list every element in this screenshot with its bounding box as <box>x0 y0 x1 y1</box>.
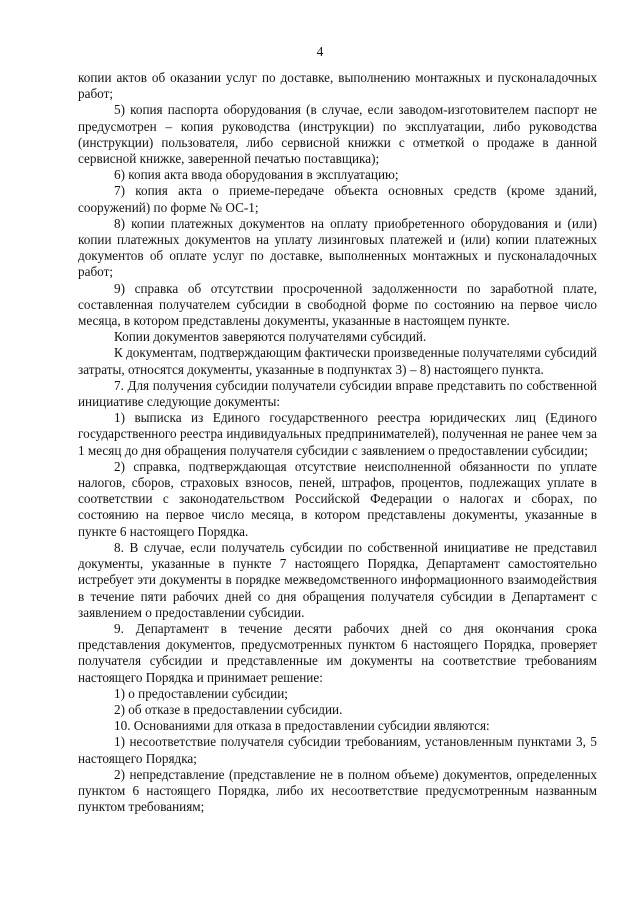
page-number: 4 <box>316 44 324 59</box>
paragraph-item-8: 8) копии платежных документов на оплату приобретенного оборудования и (или) копии платежных документов на уплату лизинговых платежей и (или) копии платежных документов об оплате услуг по доставке, выполненных монтажных и пусконаладочных работ; <box>78 215 597 280</box>
paragraph-cost-documents: К документам, подтверждающим фактически произведенные получателями субсидий затраты, относятся документы, указанные в подпунктах 3) – 8) настоящего пункта. <box>78 345 597 377</box>
paragraph-item-7: 7) копия акта о приеме-передаче объекта основных средств (кроме зданий, сооружений) по форме № ОС-1; <box>78 183 597 215</box>
paragraph-item-6: 6) копия акта ввода оборудования в эксплуатацию; <box>114 167 399 183</box>
document-body <box>78 70 597 815</box>
paragraph-section-10-item-2: 2) непредставление (представление не в полном объеме) документов, определенных пунктом 6 настоящего Порядка, либо их несоответствие предусмотренным названным пунктом требованиям; <box>78 766 597 815</box>
paragraph-section-9: 9. Департамент в течение десяти рабочих дней со дня окончания срока представления документов, предусмотренных пунктом 6 настоящего Порядка, проверяет получателя субсидии и представленные им документы на соответствие требованиям настоящего Порядка и принимает решение: <box>78 620 597 685</box>
paragraph-section-10: 10. Основаниями для отказа в предоставлении субсидии являются: <box>114 718 490 734</box>
paragraph-section-7-item-2: 2) справка, подтверждающая отсутствие неисполненной обязанности по уплате налогов, сборов, страховых взносов, пеней, штрафов, процентов, подлежащих уплате в соответствии с законодательством Российской Федерации о налогах и сборах, по состоянию на первое число месяца, в котором представлены документы, указанные в пункте 6 настоящего Порядка. <box>78 458 597 539</box>
paragraph-continuation: копии актов об оказании услуг по доставке, выполнению монтажных и пусконаладочных работ; <box>78 70 597 102</box>
paragraph-section-9-item-1: 1) о предоставлении субсидии; <box>114 685 288 701</box>
paragraph-item-5: 5) копия паспорта оборудования (в случае, если заводом-изготовителем паспорт не предусмотрен – копия руководства (инструкции) по эксплуатации, либо руководства (инструкции) пользователя, либо сервисной книжки с отметкой о продаже в данной сервисной книжке, заверенной печатью поставщика); <box>78 102 597 167</box>
paragraph-section-10-item-1: 1) несоответствие получателя субсидии требованиям, установленным пунктами 3, 5 настоящего Порядка; <box>78 734 597 766</box>
paragraph-section-8: 8. В случае, если получатель субсидии по собственной инициативе не представил документы, указанные в пункте 7 настоящего Порядка, Департамент самостоятельно истребует эти документы в порядке межведомственного информационного взаимодействия в течение пяти рабочих дней со дня обращения получателя субсидии в Департамент с заявлением о предоставлении субсидии. <box>78 539 597 620</box>
paragraph-item-9: 9) справка об отсутствии просроченной задолженности по заработной плате, составленная получателем субсидии в свободной форме по состоянию на первое число месяца, в котором представлены документы, указанные в настоящем пункте. <box>78 280 597 329</box>
paragraph-section-9-item-2: 2) об отказе в предоставлении субсидии. <box>114 701 343 717</box>
paragraph-section-7-item-1: 1) выписка из Единого государственного реестра юридических лиц (Единого государственного реестра индивидуальных предпринимателей), полученная не ранее чем за 1 месяц до дня обращения получателя субсидии с заявлением о предоставлении субсидии; <box>78 410 597 458</box>
paragraph-section-7: 7. Для получения субсидии получатели субсидии вправе представить по собственной инициативе следующие документы: <box>78 377 597 410</box>
paragraph-copies-certified: Копии документов заверяются получателями субсидий. <box>114 329 427 345</box>
